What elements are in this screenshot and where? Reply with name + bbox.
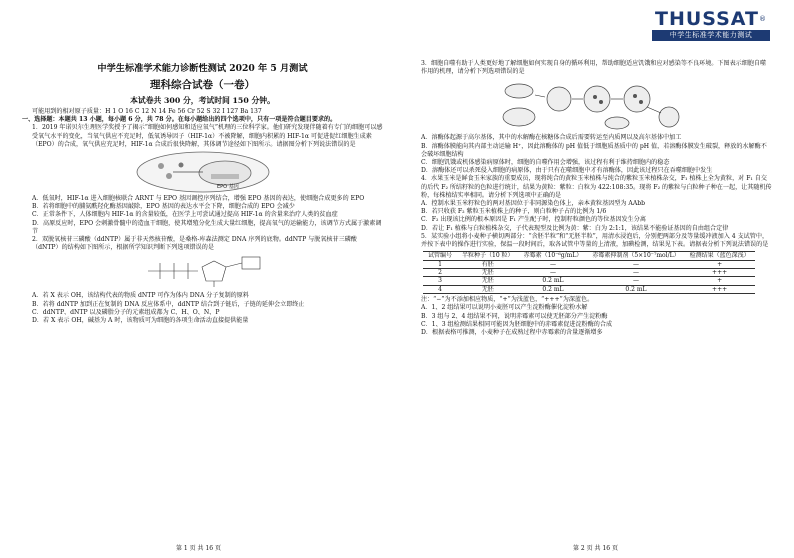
table-cell: 3 — [423, 277, 457, 285]
table-cell: 4 — [423, 285, 457, 293]
table-cell: — — [587, 260, 684, 268]
question-5: 5．某实验小组将小麦种子横切两部分：“含胚半粒”和“无胚半粒”，用清水浸泡后，分别把两部分及等量缓冲液加入 4 支试管中，并按下表中的操作进行实验，保温一段时间后，取各试管中等量的上清液，加碘检测，结果见下表。请据表分析下列说法错误的是 — [421, 232, 769, 249]
q3-option-c: C．细胞饥饿或机体感染病原体时，细胞的自噬作用会增强，该过程有利于维持细胞内的稳态 — [421, 159, 670, 167]
table-cell: 0.2 mL — [519, 285, 588, 293]
table-header: 赤霉素抑制剂（5×10⁻⁷mol/L） — [587, 252, 684, 260]
table-cell: 1 — [423, 260, 457, 268]
table-cell: 0.2 mL — [519, 277, 588, 285]
table-header: 半粒种子（10 粒） — [457, 252, 519, 260]
table-header: 检测结果（蓝色深浅） — [685, 252, 755, 260]
score-info: 本试卷共 300 分，考试时间 150 分钟。 — [130, 96, 275, 105]
table-row — [423, 285, 755, 293]
table-cell: +++ — [685, 285, 755, 293]
table-cell: 无胚 — [457, 269, 519, 277]
question-2: 2．双脱氧核苷三磷酸（ddNTP）属于非天然核苷酸，是桑格-库森法测定 DNA 序列的底物。ddNTP 与脱氧核苷三磷酸（dNTP）的结构如下图所示，根据所学知识判断下列选项错误的是 — [32, 236, 357, 252]
svg-text:EPO 基因: EPO 基因 — [216, 184, 239, 191]
exam-subtitle: 理科综合试卷（一卷） — [150, 79, 255, 91]
q2-option-c: C．ddNTP、dNTP 以及磷脂分子的元素组成都为 C、H、O、N、P — [32, 308, 220, 316]
table-cell: 无胚 — [457, 277, 519, 285]
question-1: 1．2019 年诺贝尔生理医学奖授予了揭示“细胞如何感知和适应氧气”机理的三位科学家。他们研究发现伴随着有专门的细胞可以感受氧气水平的变化，当氧气供应不充足时，低氧诱导因子（HIF-1α）不被降解，细胞内积累的 HIF-1α 可促进促红细胞生成素（EPO）的合成，氧气供应充足时，HIF-1α 合成后很快降解，其体调节途径如下图所示。请据图分析下列说法错误的是 — [32, 124, 383, 148]
q2-option-a: A．若 X 表示 OH，该结构代表的物质 dNTP 可作为体内 DNA 分子复制的原料 — [32, 292, 249, 300]
exam-title: 中学生标准学术能力诊断性测试 2020 年 5 月测试 — [97, 63, 308, 74]
table-header: 试管编号 — [423, 252, 457, 260]
table-row — [423, 277, 755, 285]
ddntp-structure-figure — [138, 253, 268, 291]
q3-option-a: A．溶酶体起源于高尔基体，其中的水解酶在核糖体合成后需要转运至内质网以及高尔基体中加工 — [421, 134, 682, 142]
table-cell: 2 — [423, 269, 457, 277]
q5-option-b: B．3 组与 2、4 组结果不同，说明赤霉素可以使无胚部分产生淀粉酶 — [421, 312, 608, 320]
table-cell: 0.2 mL — [587, 285, 684, 293]
table-cell: 有胚 — [457, 260, 519, 268]
q1-option-d: D．高原反应时，EPO 会刺激骨髓中的造血干细胞，使其增殖分化生成大量红细胞，提高氧气的运输能力，该调节方式属于激素调节 — [32, 219, 382, 235]
table-header: 赤霉素（10⁻⁶g/mL） — [519, 252, 588, 260]
page-footer-left: 第 1 页 共 16 页 — [176, 545, 221, 552]
table-row — [423, 269, 755, 277]
logo-brand: THUSSAT® — [655, 8, 767, 30]
q3-option-b: B．溶酶体膜能向其内部主动运输 H⁺，因此溶酶体的 pH 值低于细胞质基质中的 pH 值，若溶酶体膜发生破裂，释放的水解酶不会破坏细胞结构 — [421, 142, 767, 158]
q5-option-d: D．根据表格可推测，小麦种子在成熟过程中赤霉素的含量逐渐增多 — [421, 329, 603, 337]
logo-subtitle: 中学生标准学术能力测试 — [652, 30, 770, 41]
q1-option-a: A．低氧时，HIF-1α 进入细胞核联合 ARNT 与 EPO 基因调控序列结合，增强 EPO 基因的表达，使细胞合成更多的 EPO — [32, 195, 365, 203]
question-3: 3．细胞自噬有助于人类更好地了解细胞如何实现自身的循环利用，帮助细胞适应饥饿和应对感染等不良环境。下图表示细胞自噬作用的机理，请分析下列选项错误的是 — [421, 60, 767, 76]
question-4: 4．水果玉米是鲜食玉米家族的重要成员，现将纯合的黄粒玉米植株与纯合的紫粒玉米植株杂交，F₁ 植株上全为黄粒，对 F₁ 自交的后代 F₂ 所结籽粒的色粒进行统计，结果为黄粒：紫粒：白粒为 422:108:35。现将 F₂ 的紫粒与白粒种子种在一起，让其随机传粉，每株植结实率相同。请分析下列选项中正确的是 — [421, 175, 772, 199]
q1-option-b: B．若将细胞中的脯氨酰羟化酶基因敲除，EPO 基因的表达水平会下降，细胞合成的 EPO 会减少 — [32, 203, 295, 211]
table-cell: — — [519, 269, 588, 277]
q4-option-c: C．F₂ 出现该比例的根本原因是 F₁ 产生配子时，控制籽粒颜色的等位基因发生分离 — [421, 216, 646, 224]
q5-option-a: A．1、2 组结果可以说明小麦胚可以产生淀粉酶催化淀粉水解 — [421, 304, 588, 312]
hif-pathway-figure — [133, 150, 273, 194]
table-row — [423, 260, 755, 268]
experiment-table — [423, 251, 755, 294]
table-cell: — — [587, 277, 684, 285]
table-cell: + — [685, 277, 755, 285]
q4-option-b: B．若只收获 F₂ 紫粒玉米植株上的种子，则白粒种子占的比例为 1/6 — [421, 208, 607, 216]
table-cell: — — [587, 269, 684, 277]
q1-option-c: C．正常条件下，人体细胞内 HIF-1α 的含量较低，在医学上可尝试通过提高 HIF-1α 的含量来治疗人类的贫血症 — [32, 211, 338, 219]
q2-option-b: B．若将 ddNTP 加到正在复制的 DNA 反应体系中，ddNTP 结合到子链后，子链的延伸会立即终止 — [32, 300, 305, 308]
table-header-row — [423, 252, 755, 260]
q4-option-d: D．若让 F₁ 植株与白粒植株杂交，子代表现型及比例为黄：紫：白为 2:1:1，该结果不能验证基因的自由组合定律 — [421, 224, 729, 232]
right-page — [397, 0, 794, 558]
q5-option-c: C．1、3 组检测结果相同可能因为胚细胞中的赤霉素促进淀粉酶的合成 — [421, 320, 613, 328]
atomic-mass: 可能用到的相对原子质量：H 1 O 16 C 12 N 14 Fe 56 Cr 52 S 32 I 127 Ba 137 — [32, 108, 262, 115]
q2-option-d: D．若 X 表示 OH，碱基为 A 时，该物质可为细胞的各项生命活动直接提供能量 — [32, 317, 249, 325]
page-footer-right: 第 2 页 共 16 页 — [573, 545, 618, 552]
table-cell: — — [519, 260, 588, 268]
table-cell: +++ — [685, 269, 755, 277]
autophagy-figure — [497, 77, 687, 133]
table-cell: 无胚 — [457, 285, 519, 293]
q3-option-d: D．溶酶体还可以杀死侵入细胞的病原体，由于只有在噬细胞中才有溶酶体，因此该过程只在吞噬细胞中发生 — [421, 167, 713, 175]
section-heading: 一、选择题：本题共 13 小题，每小题 6 分，共 78 分。在每小题给出的四个选项中，只有一项是符合题目要求的。 — [22, 116, 337, 124]
table-note: 注：“−”为不添加相应物质，“+”为浅蓝色，“+++”为深蓝色。 — [421, 296, 594, 304]
q4-option-a: A．控制水果玉米籽粒色的两对基因位于非同源染色体上，亲本黄粒基因型为 AAbb — [421, 200, 646, 208]
table-cell: + — [685, 260, 755, 268]
